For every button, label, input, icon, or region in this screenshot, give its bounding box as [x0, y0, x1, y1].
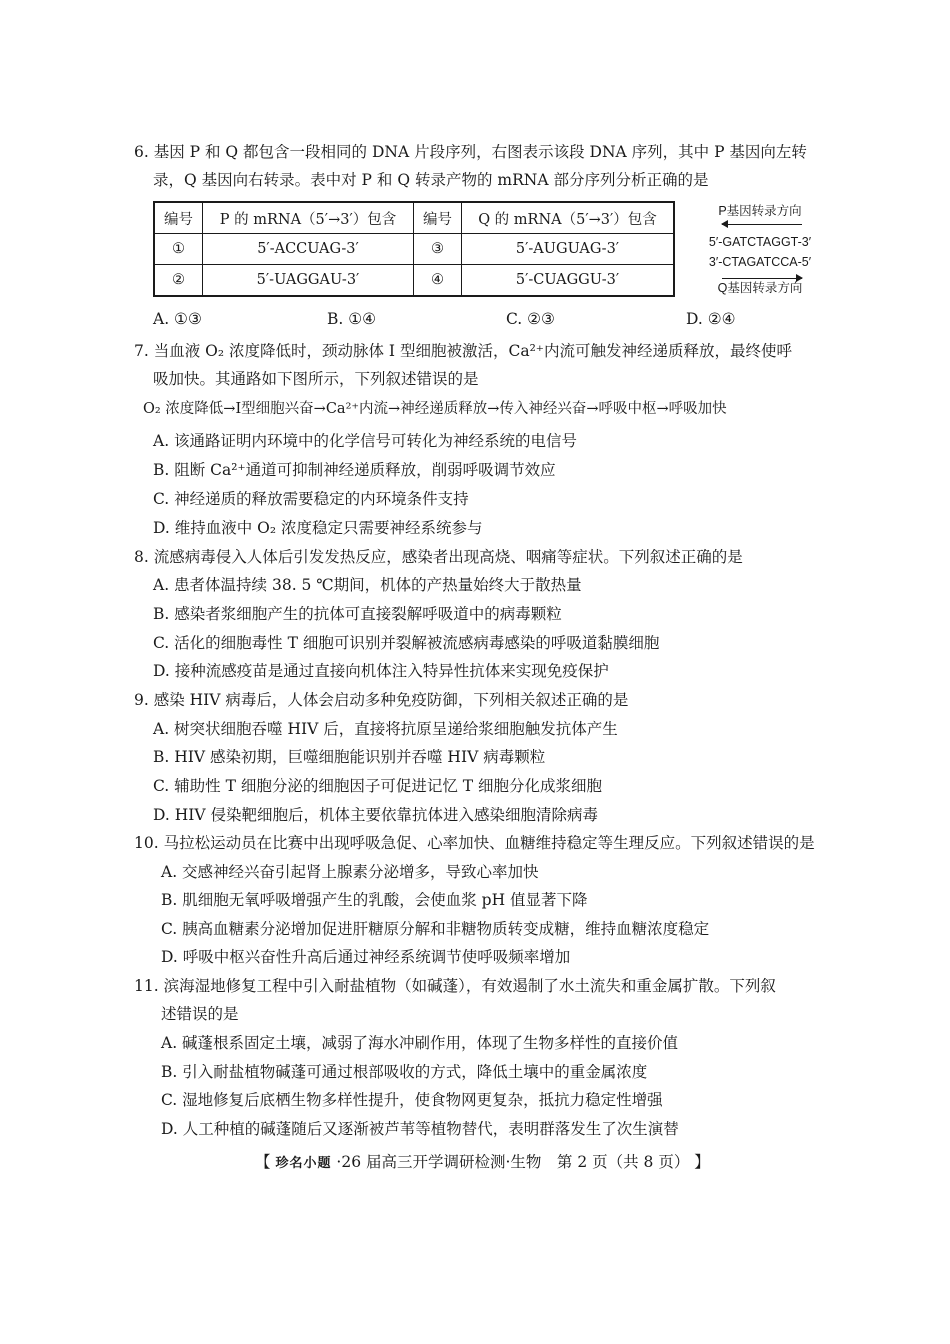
q7-option-d: D. 维持血液中 O₂ 浓度稳定只需要神经系统参与: [153, 519, 483, 537]
q7-pathway: O₂ 浓度降低→Ⅰ型细胞兴奋→Ca²⁺内流→神经递质释放→传入神经兴奋→呼吸中枢→呼吸加快: [143, 401, 727, 417]
q11-option-b: B. 引入耐盐植物碱蓬可通过根部吸收的方式，降低土壤中的重金属浓度: [161, 1063, 648, 1081]
table-cell: 5′-ACCUAG-3′: [203, 234, 414, 265]
q9-stem: 9. 感染 HIV 病毒后，人体会启动多种免疫防御，下列相关叙述正确的是: [134, 691, 629, 709]
q8-option-c: C. 活化的细胞毒性 T 细胞可识别并裂解被流感病毒感染的呼吸道黏膜细胞: [153, 634, 660, 652]
q7-stem-line2: 吸加快。其通路如下图所示，下列叙述错误的是: [153, 370, 479, 388]
q6-option-c: C. ②③: [506, 310, 555, 328]
q11-option-a: A. 碱蓬根系固定土壤，减弱了海水冲刷作用，体现了生物多样性的直接价值: [161, 1034, 679, 1052]
table-cell: ①: [154, 234, 203, 265]
footer-close-bracket: 】: [694, 1153, 710, 1171]
page-footer: [255, 1150, 710, 1172]
p-direction-label: P基因转录方向: [718, 204, 802, 218]
q11-stem-line1: 11. 滨海湿地修复工程中引入耐盐植物（如碱蓬），有效遏制了水土流失和重金属扩散。下列叙: [134, 977, 776, 995]
table-header: Q 的 mRNA（5′→3′）包含: [462, 202, 675, 234]
q9-option-a: A. 树突状细胞吞噬 HIV 后，直接将抗原呈递给浆细胞触发抗体产生: [153, 720, 618, 738]
q9-option-b: B. HIV 感染初期，巨噬细胞能识别并吞噬 HIV 病毒颗粒: [153, 748, 546, 766]
q8-stem: 8. 流感病毒侵入人体后引发发热反应，感染者出现高烧、咽痛等症状。下列叙述正确的是: [134, 548, 743, 566]
q8-option-a: A. 患者体温持续 38. 5 ℃期间，机体的产热量始终大于散热量: [153, 576, 582, 594]
q9-option-d: D. HIV 侵染靶细胞后，机体主要依靠抗体进入感染细胞清除病毒: [153, 806, 598, 824]
q6-option-d: D. ②④: [686, 310, 736, 328]
q10-option-c: C. 胰高血糖素分泌增加促进肝糖原分解和非糖物质转变成糖，维持血糖浓度稳定: [161, 920, 710, 938]
q-direction-label: Q基因转录方向: [717, 281, 803, 295]
q7-option-c: C. 神经递质的释放需要稳定的内环境条件支持: [153, 490, 469, 508]
table-cell: 5′-CUAGGU-3′: [462, 265, 675, 297]
q6-stem-line1: 6. 基因 P 和 Q 都包含一段相同的 DNA 片段序列，右图表示该段 DNA 序列，其中 P 基因向左转: [134, 143, 807, 161]
table-cell: 5′-UAGGAU-3′: [203, 265, 414, 297]
q10-option-d: D. 呼吸中枢兴奋性升高后通过神经系统调节使呼吸频率增加: [161, 948, 571, 966]
q11-option-d: D. 人工种植的碱蓬随后又逐渐被芦苇等植物替代，表明群落发生了次生演替: [161, 1120, 679, 1138]
q6-stem-line2: 录，Q 基因向右转录。表中对 P 和 Q 转录产物的 mRNA 部分序列分析正确的是: [153, 171, 709, 189]
table-header: 编号: [154, 202, 203, 234]
q11-option-c: C. 湿地修复后底栖生物多样性提升，使食物网更复杂，抵抗力稳定性增强: [161, 1091, 663, 1109]
table-row: [154, 234, 674, 265]
table-cell: ③: [414, 234, 462, 265]
table-cell: ②: [154, 265, 203, 297]
q6-option-b: B. ①④: [327, 310, 377, 328]
table-header: 编号: [414, 202, 462, 234]
dna-bottom-strand: 3′-CTAGATCCA-5′: [708, 255, 812, 269]
q11-stem-line2: 述错误的是: [161, 1005, 239, 1023]
table-header: P 的 mRNA（5′→3′）包含: [203, 202, 414, 234]
q7-option-b: B. 阻断 Ca²⁺通道可抑制神经递质释放，削弱呼吸调节效应: [153, 461, 556, 479]
q7-option-a: A. 该通路证明内环境中的化学信号可转化为神经系统的电信号: [153, 432, 578, 450]
mrna-table: [153, 201, 675, 297]
q9-option-c: C. 辅助性 T 细胞分泌的细胞因子可促进记忆 T 细胞分化成浆细胞: [153, 777, 603, 795]
q8-option-b: B. 感染者浆细胞产生的抗体可直接裂解呼吸道中的病毒颗粒: [153, 605, 562, 623]
brand-logo: 珍名小题: [275, 1156, 332, 1171]
q8-option-d: D. 接种流感疫苗是通过直接向机体注入特异性抗体来实现免疫保护: [153, 662, 609, 680]
q6-option-a: A. ①③: [153, 310, 202, 328]
table-row: [154, 265, 674, 297]
footer-text: ·26 届高三开学调研检测·生物 第 2 页（共 8 页）: [336, 1153, 690, 1171]
q10-option-b: B. 肌细胞无氧呼吸增强产生的乳酸，会使血浆 pH 值显著下降: [161, 891, 588, 909]
footer-open-bracket: 【: [255, 1153, 271, 1171]
table-cell: ④: [414, 265, 462, 297]
q10-stem: 10. 马拉松运动员在比赛中出现呼吸急促、心率加快、血糖维持稳定等生理反应。下列叙述错误的是: [134, 834, 815, 852]
table-header-row: [154, 202, 674, 234]
dna-top-strand: 5′-GATCTAGGT-3′: [708, 235, 812, 249]
left-arrow-icon: [722, 224, 802, 225]
table-cell: 5′-AUGUAG-3′: [462, 234, 675, 265]
q10-option-a: A. 交感神经兴奋引起肾上腺素分泌增多，导致心率加快: [161, 863, 539, 881]
q7-stem-line1: 7. 当血液 O₂ 浓度降低时，颈动脉体 Ⅰ 型细胞被激活，Ca²⁺内流可触发神经递质释放，最终使呼: [134, 342, 792, 360]
